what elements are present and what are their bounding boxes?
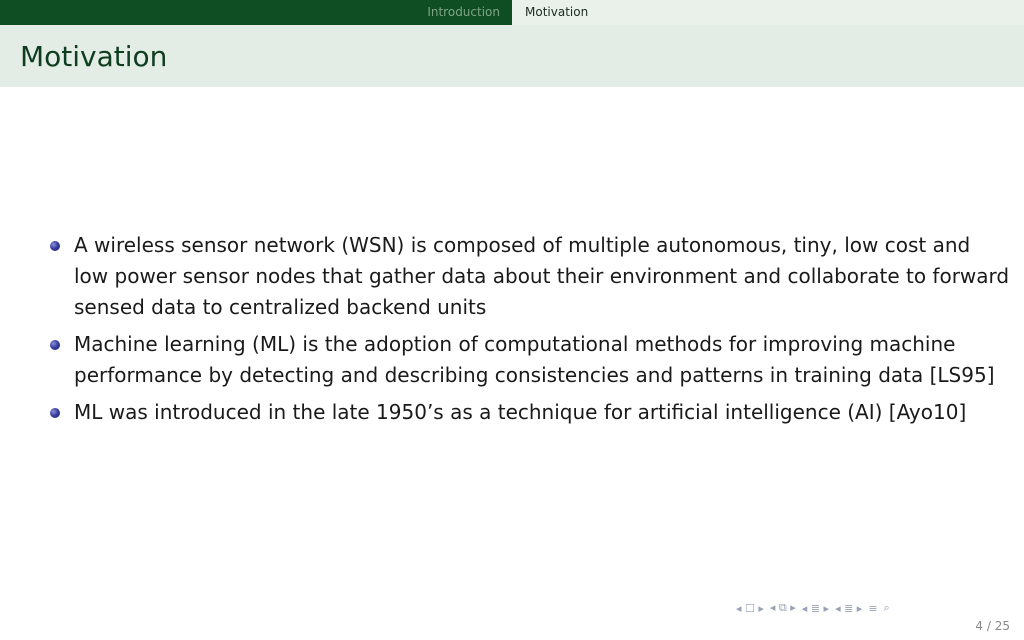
subsection-nav-icon[interactable]: ◂ ⧉ ▸ <box>769 601 796 614</box>
search-icon[interactable]: ⌕ <box>883 601 890 614</box>
section-navigation <box>0 0 1024 25</box>
nav-section-introduction[interactable]: Introduction <box>427 5 500 19</box>
bullet-text: Machine learning (ML) is the adoption of computational methods for improving machine performance by detecting and describing consistencies and patterns in training data [LS95] <box>74 332 995 387</box>
page-counter: 4 / 25 <box>975 619 1010 633</box>
frame-nav-icon[interactable]: ◂ ☐ ▸ <box>736 601 764 615</box>
list-item <box>50 230 1010 323</box>
bullet-icon <box>50 340 60 350</box>
list-item <box>50 329 1010 391</box>
bullet-list <box>50 230 1010 434</box>
bullet-icon <box>50 408 60 418</box>
bullet-icon <box>50 241 60 251</box>
frame-list-nav-icon[interactable]: ◂ ≣ ▸ <box>835 601 863 615</box>
bullet-text: A wireless sensor network (WSN) is composed of multiple autonomous, tiny, low cost and low power sensor nodes that gather data about their environment and collaborate to forward sensed data to centralized backend units <box>74 233 1010 319</box>
nav-right-bar <box>512 0 1024 25</box>
page-title: Motivation <box>20 40 168 73</box>
bullet-text: ML was introduced in the late 1950’s as a technique for artificial intelligence (AI) [Ayo10] <box>74 400 967 424</box>
align-icon[interactable]: ≡ <box>868 601 878 615</box>
section-nav-icon[interactable]: ◂ ≣ ▸ <box>801 601 830 615</box>
list-item <box>50 397 1010 428</box>
nav-section-motivation[interactable]: Motivation <box>525 5 589 19</box>
beamer-navigation-controls <box>736 598 1016 618</box>
